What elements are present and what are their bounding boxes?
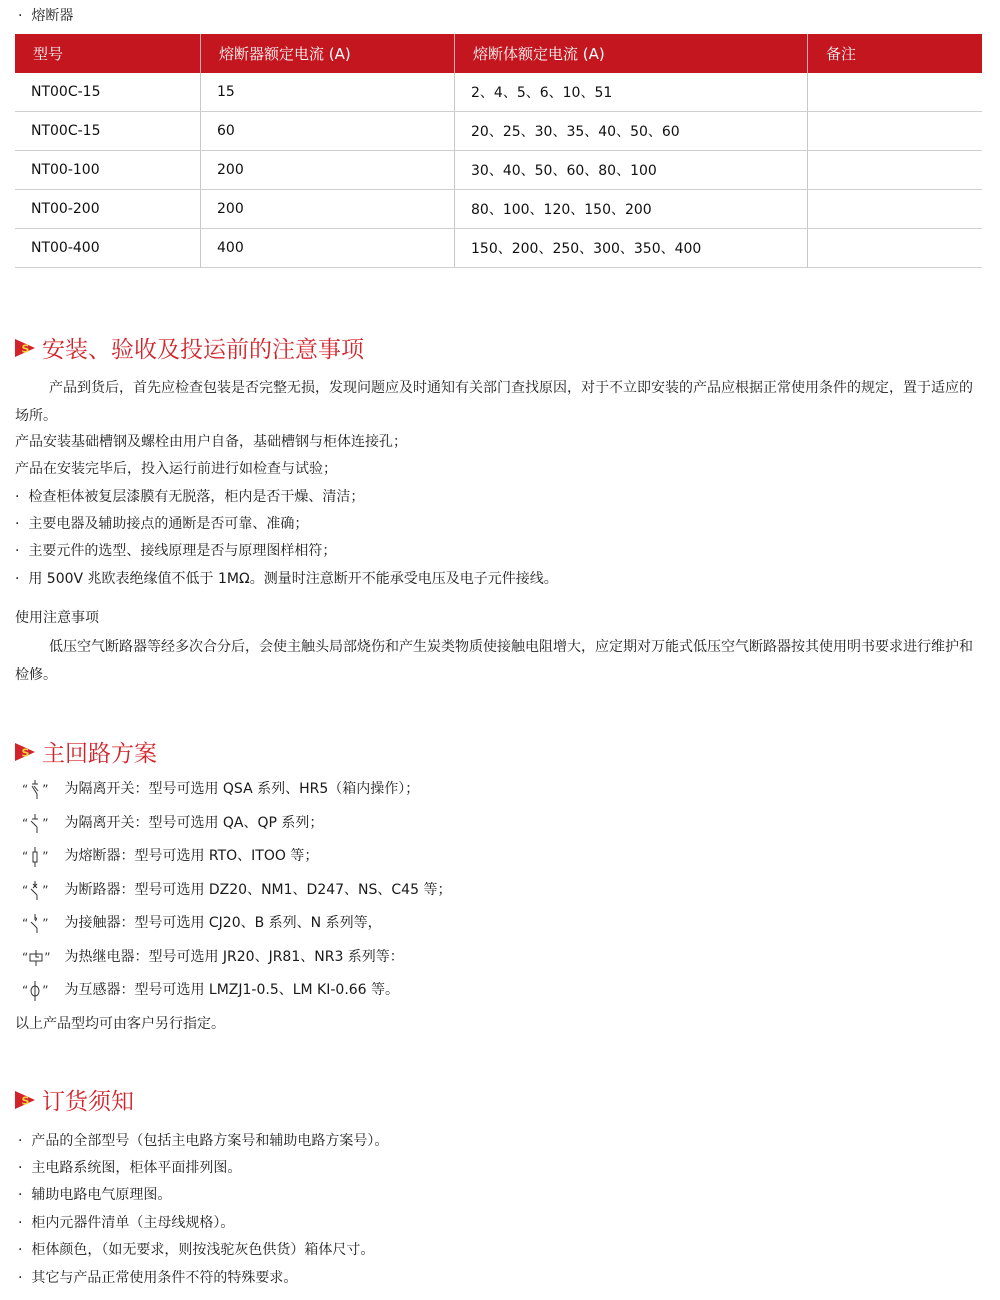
fuse-symbol-icon (28, 847, 42, 867)
cell-fuse-current: 60 (201, 112, 455, 151)
order-list-item: · 柜内元器件清单（主母线规格）。 (18, 1215, 235, 1231)
close-quote: ” (42, 916, 49, 930)
circuit-item-text: 为热继电器：型号可选用 JR20、JR81、NR3 系列等： (64, 949, 404, 965)
contactor-symbol-icon (28, 914, 42, 934)
cell-remarks (808, 73, 983, 112)
check-item-text: 用 500V 兆欧表绝缘值不低于 1MΩ。测量时注意断开不能承受电压及电子元件接线。 (28, 571, 558, 587)
table-row (15, 73, 982, 112)
cell-fuse-current: 200 (201, 190, 455, 229)
order-list-item: · 柜体颜色，（如无要求，则按浅驼灰色供货）箱体尺寸。 (18, 1242, 375, 1258)
open-quote: “ (22, 916, 29, 930)
order-list-item: · 主电路系统图，柜体平面排列图。 (18, 1160, 242, 1176)
circuit-item (22, 979, 399, 1001)
section-arrow-icon (14, 742, 36, 762)
isolating-switch-operated-icon (28, 780, 42, 800)
bullet-dot: · (18, 8, 23, 24)
cell-fuse-current: 400 (201, 229, 455, 268)
usage-title: 使用注意事项 (15, 610, 99, 626)
check-list-item: · 主要电器及辅助接点的通断是否可靠、准确； (15, 516, 309, 532)
check-list-item: · 检查柜体被复层漆膜有无脱落，柜内是否干燥、清洁； (15, 489, 365, 505)
section-arrow-icon (14, 338, 36, 358)
close-quote: ” (42, 816, 49, 830)
order-item-text: 主电路系统图，柜体平面排列图。 (31, 1160, 242, 1176)
circuit-item-text: 为熔断器：型号可选用 RTO、ITOO 等； (64, 848, 319, 864)
header-remarks: 备注 (808, 34, 983, 73)
header-fuse-link-rated-current: 熔断体额定电流 (A) (455, 34, 808, 73)
cell-model: NT00-400 (15, 229, 201, 268)
order-list-item: · 其它与产品正常使用条件不符的特殊要求。 (18, 1270, 298, 1286)
circuit-item (22, 879, 451, 901)
install-intro: 产品到货后，首先应检查包装是否完整无损，发现问题应及时通知有关部门查找原因，对于不立即安装的产品应根据正常使用条件的规定，置于适应的场所。 (15, 380, 973, 424)
order-item-text: 辅助电路电气原理图。 (31, 1187, 172, 1203)
header-fuse-rated-current: 熔断器额定电流 (A) (201, 34, 455, 73)
circuit-footer: 以上产品型均可由客户另行指定。 (15, 1016, 225, 1032)
open-quote: “ (22, 849, 29, 863)
cell-remarks (808, 112, 983, 151)
thermal-relay-symbol-icon (28, 948, 44, 968)
fuse-section-title (18, 5, 73, 25)
svg-text:S: S (21, 1094, 30, 1107)
isolating-switch-icon (28, 814, 42, 834)
open-quote: “ (22, 883, 29, 897)
order-item-text: 柜内元器件清单（主母线规格）。 (31, 1215, 235, 1231)
install-line-2: 产品在安装完毕后，投入运行前进行如检查与试验； (15, 461, 337, 477)
circuit-item-text: 为隔离开关：型号可选用 QSA 系列、HR5（箱内操作）； (64, 781, 420, 797)
cell-remarks (808, 151, 983, 190)
svg-text:S: S (21, 342, 30, 355)
svg-text:S: S (21, 746, 30, 759)
open-quote: “ (22, 983, 29, 997)
table-header-row (15, 34, 982, 73)
circuit-item (22, 812, 323, 834)
close-quote: ” (44, 950, 51, 964)
close-quote: ” (42, 883, 49, 897)
open-quote: “ (22, 782, 29, 796)
circuit-section-heading (14, 735, 157, 768)
circuit-item (22, 912, 382, 934)
open-quote: “ (22, 816, 29, 830)
cell-link-current: 30、40、50、60、80、100 (455, 151, 808, 190)
circuit-item-text: 为断路器：型号可选用 DZ20、NM1、D247、NS、C45 等； (64, 882, 452, 898)
order-item-text: 其它与产品正常使用条件不符的特殊要求。 (31, 1270, 298, 1286)
cell-model: NT00-100 (15, 151, 201, 190)
cell-model: NT00C-15 (15, 73, 201, 112)
close-quote: ” (42, 983, 49, 997)
cell-remarks (808, 190, 983, 229)
check-item-text: 主要电器及辅助接点的通断是否可靠、准确； (28, 516, 309, 532)
order-section-heading (14, 1083, 134, 1116)
check-list-item: · 主要元件的选型、接线原理是否与原理图样相符； (15, 543, 337, 559)
check-list-item: · 用 500V 兆欧表绝缘值不低于 1MΩ。测量时注意断开不能承受电压及电子元件接线。 (15, 571, 558, 587)
fuse-title-text: 熔断器 (31, 8, 74, 24)
circuit-breaker-symbol-icon (28, 881, 42, 901)
cell-model: NT00-200 (15, 190, 201, 229)
check-item-text: 检查柜体被复层漆膜有无脱落，柜内是否干燥、清洁； (28, 489, 365, 505)
cell-link-current: 20、25、30、35、40、50、60 (455, 112, 808, 151)
open-quote: “ (22, 950, 29, 964)
circuit-item (22, 778, 419, 800)
circuit-item-text: 为互感器：型号可选用 LMZJ1-0.5、LM KI-0.66 等。 (64, 982, 400, 998)
section-arrow-icon (14, 1090, 36, 1110)
install-line-1: 产品安装基础槽钢及螺栓由用户自备，基础槽钢与柜体连接孔； (15, 434, 407, 450)
cell-link-current: 80、100、120、150、200 (455, 190, 808, 229)
transformer-symbol-icon (28, 981, 42, 1001)
table-row (15, 229, 982, 268)
header-model: 型号 (15, 34, 201, 73)
cell-link-current: 2、4、5、6、10、51 (455, 73, 808, 112)
order-section-title: 订货须知 (42, 1089, 134, 1115)
cell-remarks (808, 229, 983, 268)
table-row (15, 112, 982, 151)
close-quote: ” (42, 782, 49, 796)
cell-fuse-current: 15 (201, 73, 455, 112)
cell-fuse-current: 200 (201, 151, 455, 190)
order-list-item: · 产品的全部型号（包括主电路方案号和辅助电路方案号）。 (18, 1133, 389, 1149)
circuit-item (22, 845, 318, 867)
check-item-text: 主要元件的选型、接线原理是否与原理图样相符； (28, 543, 337, 559)
install-section-title: 安装、验收及投运前的注意事项 (42, 337, 364, 363)
cell-link-current: 150、200、250、300、350、400 (455, 229, 808, 268)
circuit-item-text: 为隔离开关：型号可选用 QA、QP 系列； (64, 815, 324, 831)
fuse-table (15, 34, 982, 268)
install-section-heading (14, 331, 364, 364)
cell-model: NT00C-15 (15, 112, 201, 151)
circuit-item-text: 为接触器：型号可选用 CJ20、B 系列、N 系列等， (64, 915, 382, 931)
close-quote: ” (42, 849, 49, 863)
order-item-text: 产品的全部型号（包括主电路方案号和辅助电路方案号）。 (31, 1133, 389, 1149)
table-row (15, 151, 982, 190)
usage-text: 低压空气断路器等经多次合分后，会使主触头局部烧伤和产生炭类物质使接触电阻增大，应定期对万能式低压空气断路器按其使用明书要求进行维护和检修。 (15, 639, 973, 683)
circuit-item (22, 946, 404, 968)
order-list-item: · 辅助电路电气原理图。 (18, 1187, 172, 1203)
circuit-section-title: 主回路方案 (42, 741, 157, 767)
table-row (15, 190, 982, 229)
order-item-text: 柜体颜色，（如无要求，则按浅驼灰色供货）箱体尺寸。 (31, 1242, 375, 1258)
